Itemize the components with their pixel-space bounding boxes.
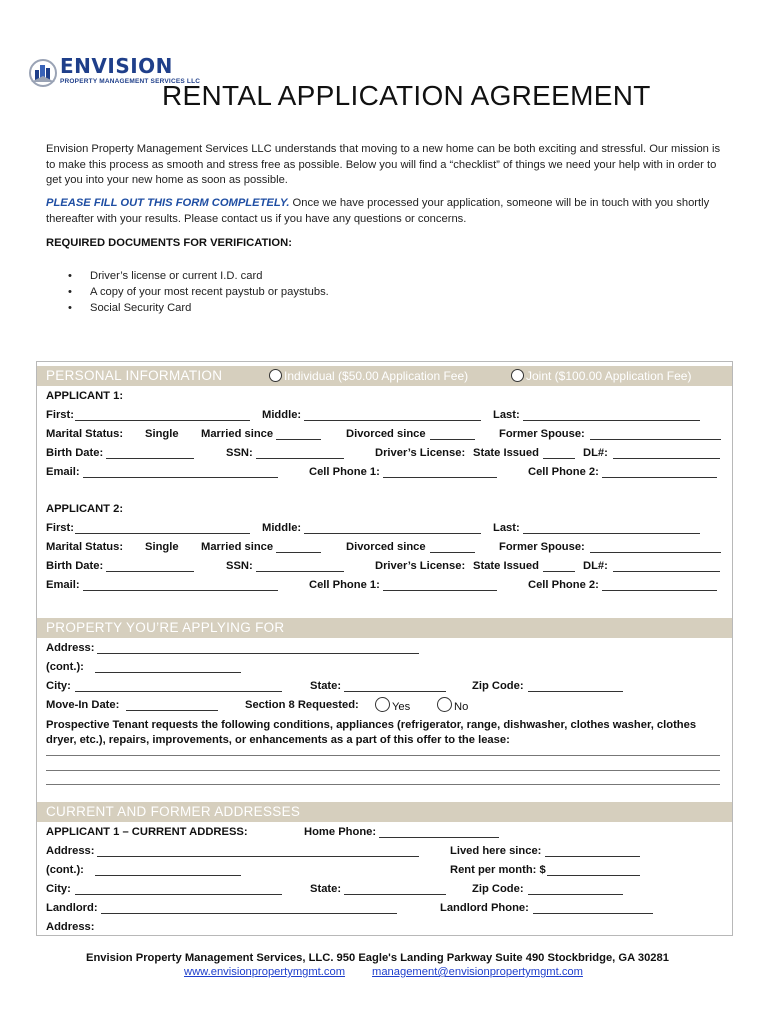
logo-subtitle: PROPERTY MANAGEMENT SERVICES LLC	[60, 78, 201, 85]
footer-company-line: Envision Property Management Services, LLC. 950 Eagle's Landing Parkway Suite 490 Stockbridge, GA 30281	[86, 952, 669, 964]
applicant2-first-label: First:	[46, 522, 74, 534]
section8-yes-radio[interactable]	[375, 697, 390, 712]
rent-per-month-field[interactable]	[547, 865, 640, 876]
property-address-label: Address:	[46, 642, 95, 654]
applicant2-birthdate-field[interactable]	[106, 561, 194, 572]
applicant2-heading: APPLICANT 2:	[46, 503, 124, 515]
property-cont-field[interactable]	[95, 662, 241, 673]
current-cont-label: (cont.):	[46, 864, 84, 876]
addresses-band	[37, 802, 732, 822]
rent-per-month-label: Rent per month: $	[450, 864, 546, 876]
list-item: • Driver’s license or current I.D. card	[68, 270, 263, 282]
applicant1-single-option[interactable]: Single	[145, 428, 179, 440]
addresses-band-title: CURRENT AND FORMER ADDRESSES	[46, 804, 301, 819]
joint-option[interactable]: Joint ($100.00 Application Fee)	[511, 369, 691, 383]
applicant1-dl-label: Driver’s License:	[375, 447, 466, 459]
landlord-label: Landlord:	[46, 902, 98, 914]
applicant2-state-issued-label: State Issued	[473, 560, 539, 572]
applicant2-last-label: Last:	[493, 522, 520, 534]
conditions-line-3[interactable]	[46, 784, 720, 785]
applicant2-middle-label: Middle:	[262, 522, 302, 534]
applicant1-married-label: Married since	[201, 428, 274, 440]
conditions-line-1[interactable]	[46, 755, 720, 756]
property-state-label: State:	[310, 680, 342, 692]
applicant1-heading: APPLICANT 1:	[46, 390, 124, 402]
applicant2-marital-label: Marital Status:	[46, 541, 124, 553]
list-item: • A copy of your most recent paystub or paystubs.	[68, 286, 329, 298]
individual-option[interactable]: Individual ($50.00 Application Fee)	[269, 369, 468, 383]
current-state-field[interactable]	[344, 884, 446, 895]
applicant1-middle-field[interactable]	[304, 410, 481, 421]
conditions-line-2[interactable]	[46, 770, 720, 771]
applicant1-former-spouse-field[interactable]	[590, 429, 721, 440]
company-logo	[28, 52, 201, 92]
personal-info-band	[37, 366, 732, 386]
current-city-field[interactable]	[75, 884, 282, 895]
current-address-label: Address:	[46, 845, 95, 857]
move-in-label: Move-In Date:	[46, 699, 120, 711]
section8-label: Section 8 Requested:	[245, 699, 359, 711]
footer-email-link[interactable]: management@envisionpropertymgmt.com	[372, 966, 583, 978]
applicant2-former-spouse-label: Former Spouse:	[499, 541, 585, 553]
section8-no-radio[interactable]	[437, 697, 452, 712]
property-band	[37, 618, 732, 638]
property-zip-label: Zip Code:	[472, 680, 524, 692]
personal-info-title: PERSONAL INFORMATION	[46, 368, 223, 383]
applicant2-single-option[interactable]: Single	[145, 541, 179, 553]
intro-paragraph: Envision Property Management Services LLC understands that moving to a new home can be both exciting and stressful. Our mission is to make this process as smooth and stress free as possible. Below you will find a “checklist” of things we need your help with in order to get you into your new home as soon as possible.	[46, 143, 721, 186]
applicant1-last-field[interactable]	[523, 410, 700, 421]
fill-out-emphasis: PLEASE FILL OUT THIS FORM COMPLETELY.	[46, 197, 290, 209]
applicant1-ssn-field[interactable]	[256, 448, 344, 459]
lived-here-since-label: Lived here since:	[450, 845, 542, 857]
building-logo-icon	[28, 56, 58, 90]
current-state-label: State:	[310, 883, 342, 895]
applicant2-cell1-field[interactable]	[383, 580, 497, 591]
applicant1-divorced-field[interactable]	[430, 429, 475, 440]
applicant1-state-issued-field[interactable]	[543, 448, 575, 459]
applicant2-married-field[interactable]	[276, 542, 321, 553]
applicant2-first-field[interactable]	[75, 523, 250, 534]
applicant1-current-address-heading: APPLICANT 1 – CURRENT ADDRESS:	[46, 826, 248, 838]
applicant1-cell2-label: Cell Phone 2:	[528, 466, 599, 478]
applicant1-dlnum-field[interactable]	[613, 448, 720, 459]
applicant2-middle-field[interactable]	[304, 523, 481, 534]
applicant1-cell1-label: Cell Phone 1:	[309, 466, 380, 478]
applicant2-birthdate-label: Birth Date:	[46, 560, 104, 572]
applicant1-state-issued-label: State Issued	[473, 447, 539, 459]
applicant1-ssn-label: SSN:	[226, 447, 253, 459]
landlord-address-label: Address:	[46, 921, 95, 933]
applicant1-cell2-field[interactable]	[602, 467, 717, 478]
conditions-prompt: Prospective Tenant requests the following conditions, appliances (refrigerator, range, dishwasher, clothes washer, clothes dryer, etc.), repairs, improvements, or enhancements as a part of this offer to the lease:	[46, 719, 697, 746]
applicant1-cell1-field[interactable]	[383, 467, 497, 478]
property-cont-label: (cont.):	[46, 661, 84, 673]
applicant2-ssn-label: SSN:	[226, 560, 253, 572]
landlord-phone-field[interactable]	[533, 903, 653, 914]
applicant1-dlnum-label: DL#:	[583, 447, 608, 459]
individual-radio[interactable]	[269, 369, 282, 382]
applicant1-email-field[interactable]	[83, 467, 278, 478]
applicant1-birthdate-field[interactable]	[106, 448, 194, 459]
lived-here-since-field[interactable]	[545, 846, 640, 857]
section8-yes-option[interactable]: Yes	[375, 697, 410, 713]
logo-wordmark: ENVISION	[60, 54, 173, 78]
applicant1-married-field[interactable]	[276, 429, 321, 440]
move-in-field[interactable]	[126, 700, 218, 711]
applicant2-dlnum-label: DL#:	[583, 560, 608, 572]
instructions-paragraph	[46, 196, 726, 227]
current-zip-label: Zip Code:	[472, 883, 524, 895]
property-city-label: City:	[46, 680, 71, 692]
applicant1-first-field[interactable]	[75, 410, 250, 421]
section8-no-option[interactable]: No	[437, 697, 468, 713]
property-city-field[interactable]	[75, 681, 282, 692]
applicant2-last-field[interactable]	[523, 523, 700, 534]
applicant2-cell1-label: Cell Phone 1:	[309, 579, 380, 591]
list-item: • Social Security Card	[68, 302, 192, 314]
landlord-phone-label: Landlord Phone:	[440, 902, 529, 914]
applicant2-ssn-field[interactable]	[256, 561, 344, 572]
property-band-title: PROPERTY YOU’RE APPLYING FOR	[46, 620, 285, 635]
required-docs-heading: REQUIRED DOCUMENTS FOR VERIFICATION:	[46, 237, 292, 249]
current-city-label: City:	[46, 883, 71, 895]
applicant2-cell2-field[interactable]	[602, 580, 717, 591]
current-cont-field[interactable]	[95, 865, 241, 876]
applicant1-divorced-label: Divorced since	[346, 428, 426, 440]
applicant2-email-label: Email:	[46, 579, 80, 591]
applicant2-cell2-label: Cell Phone 2:	[528, 579, 599, 591]
home-phone-field[interactable]	[379, 827, 499, 838]
applicant2-dl-label: Driver’s License:	[375, 560, 466, 572]
current-zip-field[interactable]	[528, 884, 623, 895]
footer-website-link[interactable]: www.envisionpropertymgmt.com	[184, 966, 346, 978]
applicant2-email-field[interactable]	[83, 580, 278, 591]
applicant2-divorced-label: Divorced since	[346, 541, 426, 553]
applicant2-former-spouse-field[interactable]	[590, 542, 721, 553]
property-state-field[interactable]	[344, 681, 446, 692]
applicant1-first-label: First:	[46, 409, 74, 421]
page-title: RENTAL APPLICATION AGREEMENT	[162, 80, 651, 111]
instructions-text: Once we have processed your application, someone will be in touch with you shortly thereafter with your results. Please contact us if you have any questions or concerns.	[46, 197, 710, 225]
applicant2-married-label: Married since	[201, 541, 274, 553]
applicant1-email-label: Email:	[46, 466, 80, 478]
applicant1-marital-label: Marital Status:	[46, 428, 124, 440]
applicant1-last-label: Last:	[493, 409, 520, 421]
landlord-field[interactable]	[101, 903, 397, 914]
joint-radio[interactable]	[511, 369, 524, 382]
applicant1-middle-label: Middle:	[262, 409, 302, 421]
applicant2-state-issued-field[interactable]	[543, 561, 575, 572]
property-zip-field[interactable]	[528, 681, 623, 692]
applicant2-divorced-field[interactable]	[430, 542, 475, 553]
applicant1-birthdate-label: Birth Date:	[46, 447, 104, 459]
current-address-field[interactable]	[97, 846, 419, 857]
applicant1-former-spouse-label: Former Spouse:	[499, 428, 585, 440]
property-address-field[interactable]	[97, 643, 419, 654]
applicant2-dlnum-field[interactable]	[613, 561, 720, 572]
home-phone-label: Home Phone:	[304, 826, 377, 838]
